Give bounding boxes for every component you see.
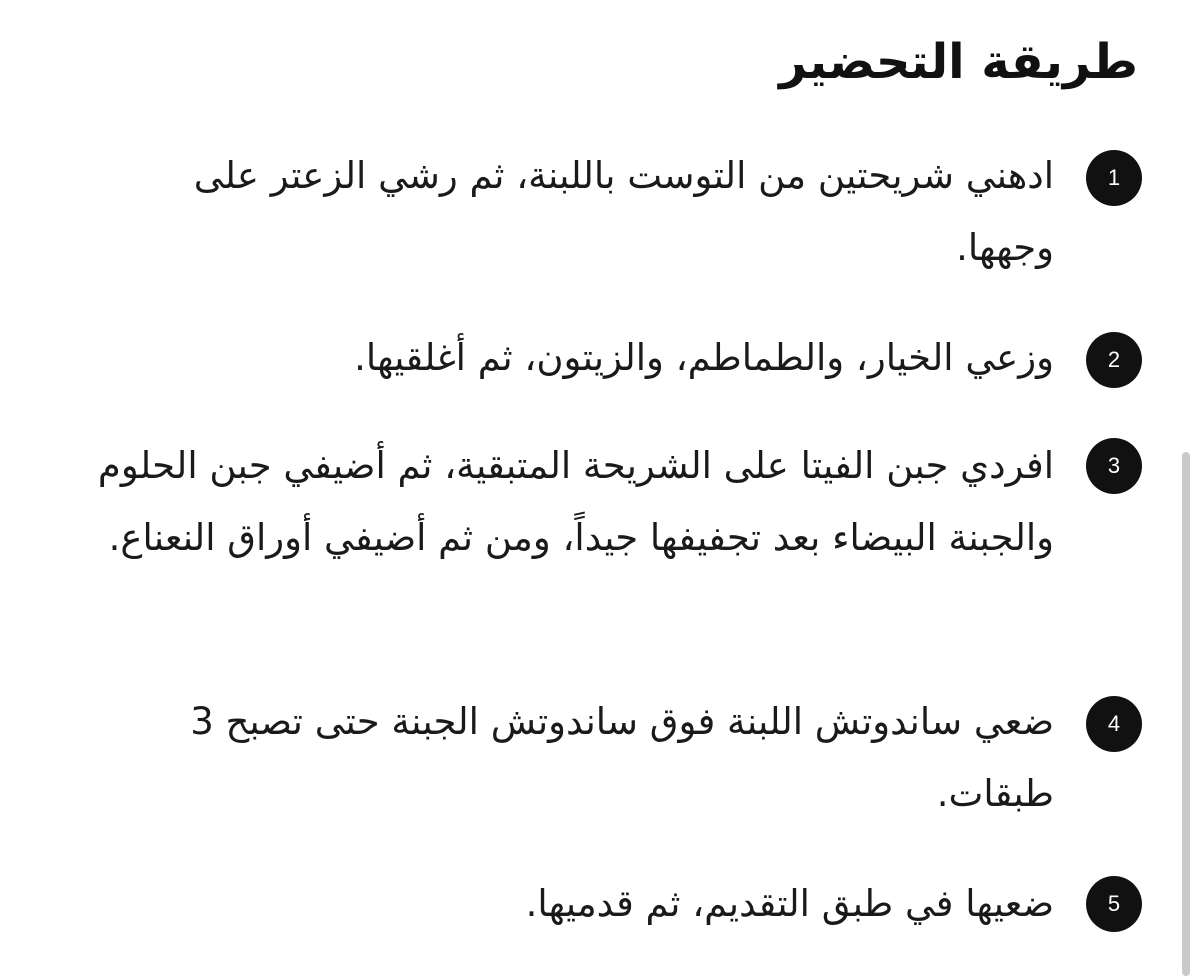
step-number-badge: 3 <box>1086 438 1142 494</box>
step-number-badge: 5 <box>1086 876 1142 932</box>
step-text: وزعي الخيار، والطماطم، والزيتون، ثم أغلقيها. <box>354 336 1054 379</box>
step-text: ضعيها في طبق التقديم، ثم قدميها. <box>525 882 1054 925</box>
scrollbar[interactable] <box>1182 452 1190 976</box>
page-title: طريقة التحضير <box>779 34 1138 90</box>
step-text: افردي جبن الفيتا على الشريحة المتبقية، ثم أضيفي جبن الحلوم والجبنة البيضاء بعد تجفيفها جيداً، ومن ثم أضيفي أوراق النعناع. <box>97 444 1054 559</box>
step-number-badge: 4 <box>1086 696 1142 752</box>
step-text: ضعي ساندوتش اللبنة فوق ساندوتش الجبنة حتى تصبح 3 طبقات. <box>190 700 1054 815</box>
step-number-badge: 2 <box>1086 332 1142 388</box>
step-number-badge: 1 <box>1086 150 1142 206</box>
step-text: ادهني شريحتين من التوست باللبنة، ثم رشي الزعتر على وجهها. <box>193 154 1054 269</box>
